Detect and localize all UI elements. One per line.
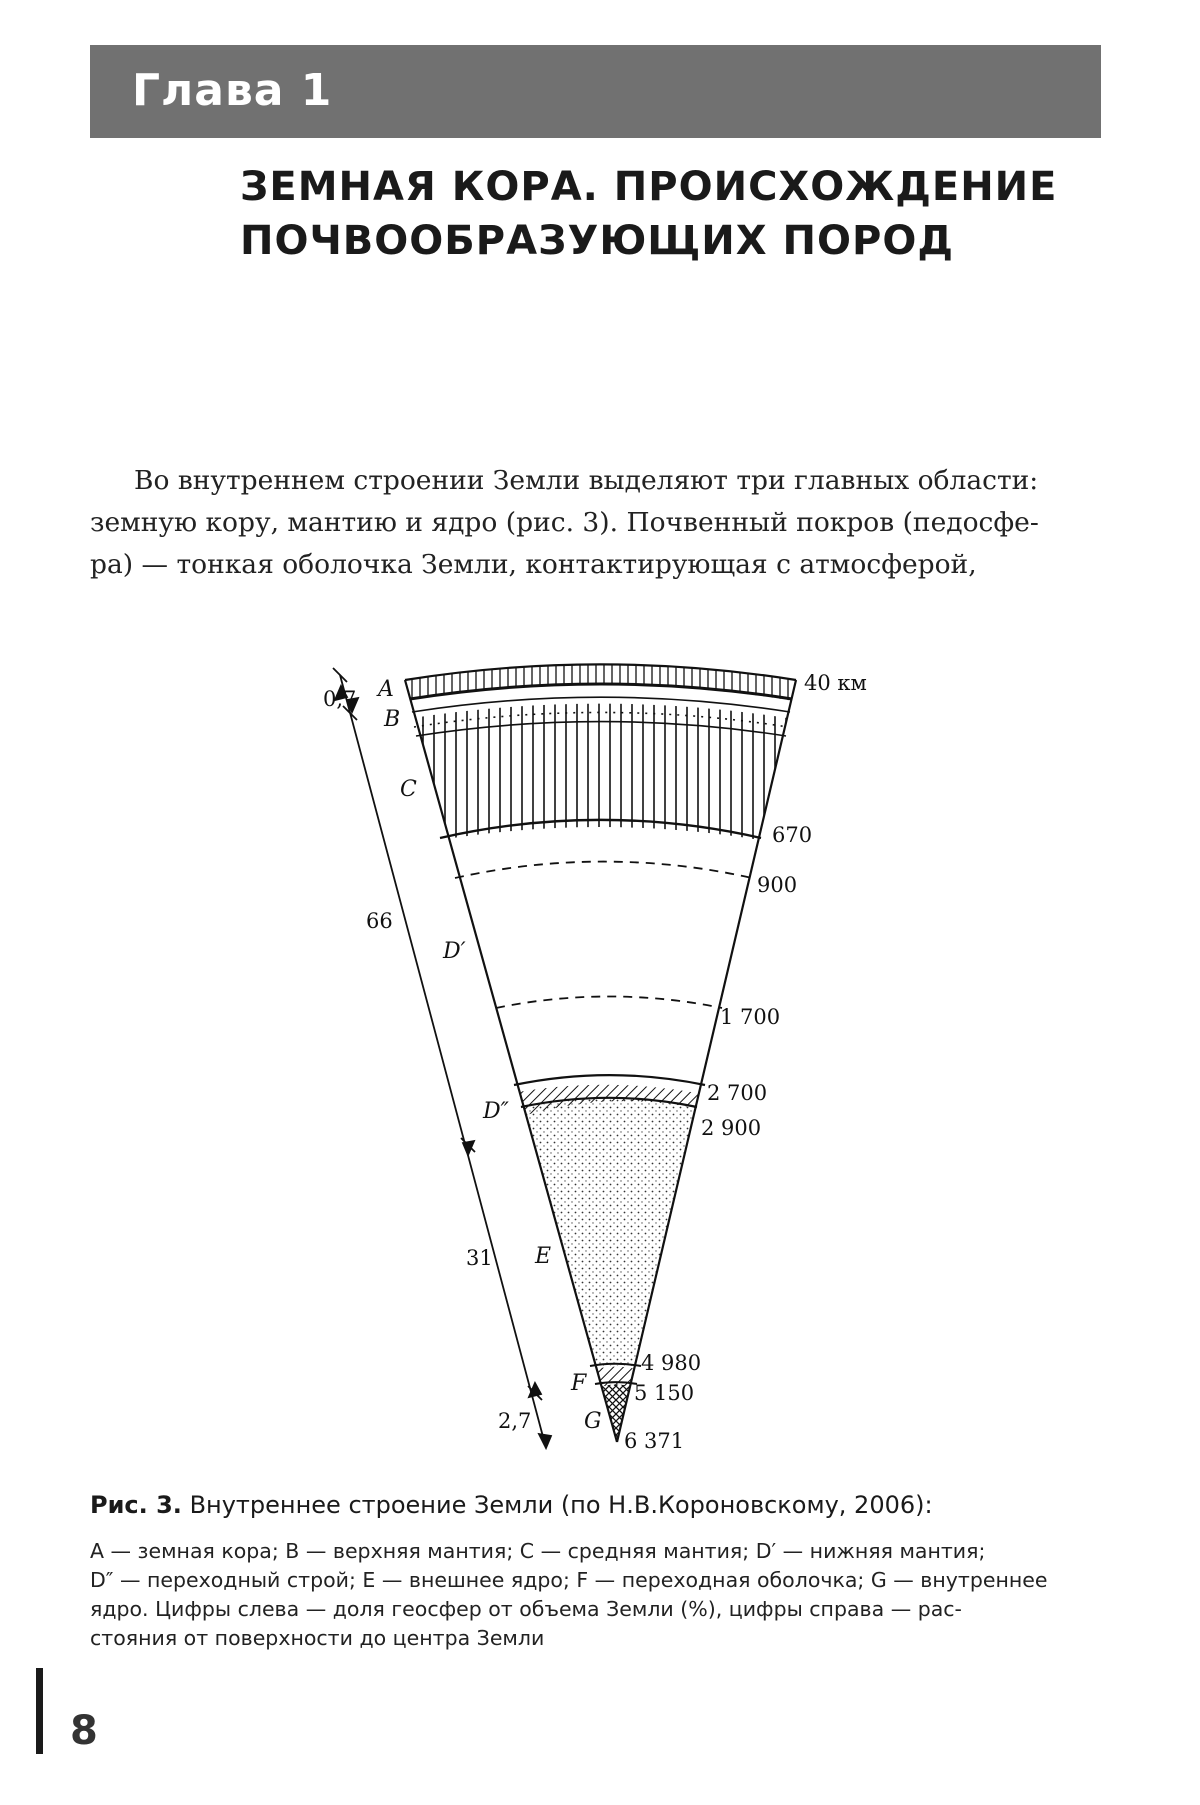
depth-label-5150: 5 150	[634, 1381, 695, 1405]
layer-label-a: A	[378, 677, 394, 702]
depth-label-670: 670	[772, 823, 813, 847]
layer-label-b: B	[384, 707, 401, 732]
legend-line-2: D″ — переходный строй; E — внешнее ядро; F — переходная оболочка; G — внутреннее	[90, 1568, 1048, 1592]
body-line-3: ра) — тонкая оболочка Земли, контактирующая с атмосферой,	[90, 549, 977, 580]
legend-line-4: стояния от поверхности до центра Земли	[90, 1626, 545, 1650]
figure-legend	[90, 1537, 1101, 1653]
body-line-1: Во внутреннем строении Земли выделяют три главных области:	[134, 465, 1039, 496]
legend-line-3: ядро. Цифры слева — доля геосфер от объема Земли (%), цифры справа — рас-	[90, 1597, 962, 1621]
depth-label-4980: 4 980	[641, 1351, 702, 1375]
page-number-bar	[36, 1668, 43, 1754]
depth-label-40: 40 км	[804, 671, 867, 695]
layer-label-g: G	[584, 1409, 602, 1434]
depth-label-6371: 6 371	[624, 1429, 685, 1453]
wedge-fills	[380, 640, 820, 1442]
chapter-label: Глава 1	[132, 65, 333, 116]
layer-label-f: F	[571, 1371, 587, 1396]
page-number: 8	[70, 1708, 98, 1754]
body-line-2: земную кору, мантию и ядро (рис. 3). Почвенный покров (педосфе-	[90, 507, 1039, 538]
chapter-title-line-2: ПОЧВООБРАЗУЮЩИХ ПОРОД	[240, 218, 954, 264]
layer-label-c: C	[400, 777, 417, 802]
volume-label-31: 31	[466, 1246, 493, 1270]
depth-label-2900: 2 900	[701, 1116, 762, 1140]
layer-label-d2: D″	[483, 1099, 509, 1124]
chapter-title-line-1: ЗЕМНАЯ КОРА. ПРОИСХОЖДЕНИЕ	[240, 164, 1058, 210]
figure-number: Рис. 3.	[90, 1491, 182, 1519]
depth-label-2700: 2 700	[707, 1081, 768, 1105]
depth-label-900: 900	[757, 873, 798, 897]
legend-line-1: A — земная кора; B — верхняя мантия; C — средняя мантия; D′ — нижняя мантия;	[90, 1539, 986, 1563]
depth-label-1700: 1 700	[720, 1005, 781, 1029]
volume-label-2-7: 2,7	[498, 1409, 532, 1433]
layer-label-e: E	[535, 1244, 552, 1269]
figure-caption-title	[90, 1488, 1101, 1522]
layer-label-d1: D′	[443, 939, 466, 964]
volume-label-66: 66	[366, 909, 393, 933]
layer-e-fill	[520, 1097, 700, 1366]
figure-title: Внутреннее строение Земли (по Н.В.Короновскому, 2006):	[189, 1491, 933, 1519]
volume-label-0-7: 0,7	[323, 687, 357, 711]
